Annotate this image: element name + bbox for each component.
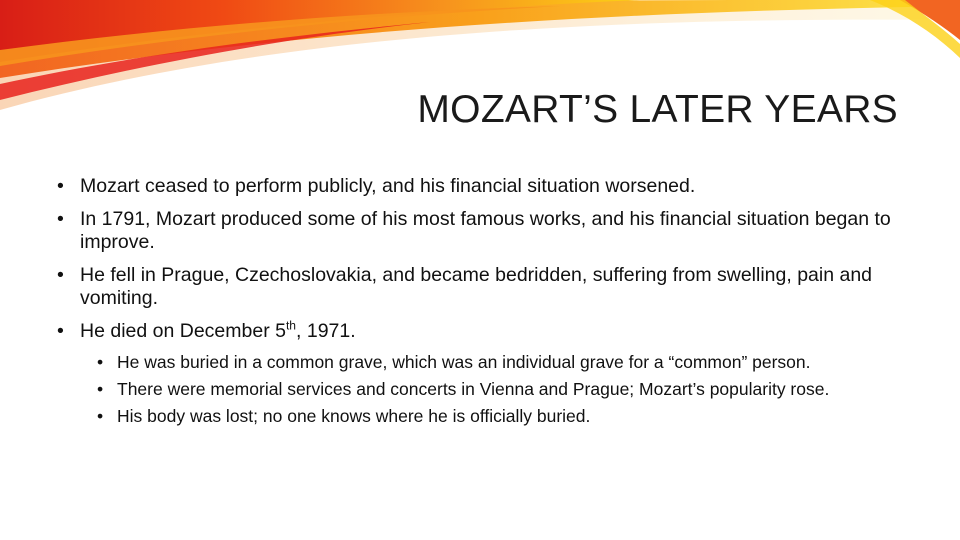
bullet-list	[57, 175, 907, 353]
slide-title: MOZART’S LATER YEARS	[417, 88, 898, 131]
bullet-item	[57, 320, 907, 343]
bullet-text-before: He died on December 5	[80, 320, 286, 342]
bullet-icon: •	[57, 175, 64, 197]
bullet-item	[57, 264, 907, 310]
sub-bullet-text: His body was lost; no one knows where he is officially buried.	[117, 406, 591, 426]
bullet-item	[57, 175, 907, 198]
sub-bullet-list	[97, 352, 887, 433]
sub-bullet-icon: •	[97, 352, 104, 372]
bullet-icon: •	[57, 208, 64, 230]
bullet-text: He fell in Prague, Czechoslovakia, and became bedridden, suffering from swelling, pain and vomiting.	[80, 264, 873, 309]
bullet-text-after: , 1971.	[296, 320, 356, 342]
sub-bullet-icon: •	[97, 406, 104, 426]
bullet-icon: •	[57, 264, 64, 286]
bullet-text: Mozart ceased to perform publicly, and his financial situation worsened.	[80, 175, 696, 197]
sub-bullet-item	[97, 406, 887, 427]
sub-bullet-item	[97, 379, 887, 400]
bullet-item	[57, 208, 907, 254]
bullet-superscript: th	[285, 318, 297, 333]
sub-bullet-text: There were memorial services and concerts in Vienna and Prague; Mozart’s popularity rose.	[117, 379, 830, 399]
sub-bullet-icon: •	[97, 379, 104, 399]
sub-bullet-item	[97, 352, 887, 373]
bullet-icon: •	[57, 320, 64, 342]
sub-bullet-text: He was buried in a common grave, which was an individual grave for a “common” person.	[117, 352, 811, 372]
bullet-text: In 1791, Mozart produced some of his most famous works, and his financial situation began to improve.	[80, 208, 891, 253]
